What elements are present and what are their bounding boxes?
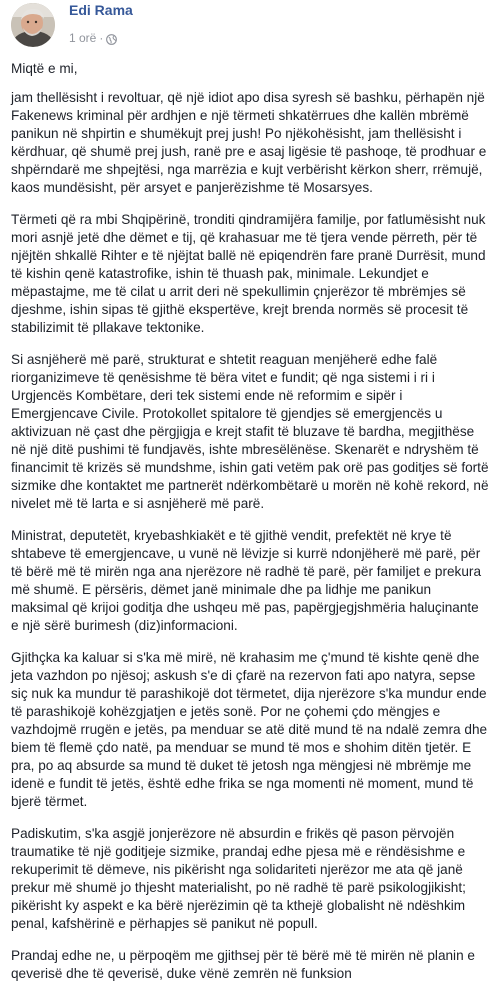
post-timestamp[interactable]: 1 orë: [69, 31, 97, 45]
globe-icon[interactable]: [106, 34, 117, 45]
meta-separator: ·: [99, 31, 104, 45]
post-paragraph: Padiskutim, s'ka asgjë jonjerëzore në absurdin e frikës që pason përvojën traumatike të një goditjeje sizmike, prandaj edhe pjesa më e rëndësishme e rekuperimit të dëmeve, nis pikërisht nga solidariteti njerëzor me ata që janë prekur më shumë jo thjesht materialisht, po në radhë të parë psikologjikisht; pikërisht ky aspekt e ka bërë njerëzimin që ta kthejë globalisht në ndëshkim penal, kafshërinë e përhapjes së panikut në popull.: [11, 826, 466, 931]
post-paragraph: Gjithçka ka kaluar si s'ka më mirë, në krahasim me ç'mund të kishte qenë dhe jeta vazhdon po njësoj; askush s'e di çfarë na rezervon fati apo natyra, sepse siç nuk ka mundur të parashikojë dot tërmetet, dija njerëzore s'ka mundur ende të parashikojë kohëzgjatjen e jetës sonë. Por ne çohemi çdo mëngjes e vazhdojmë rrugën e jetës, pa menduar se atë ditë mund të na ndalë zemra dhe biem të flemë çdo natë, pa menduar se mund të mos e shohim ditën tjetër. E pra, po aq absurde sa mund të duket të jetosh nga mëngjesi në mbrëmje me idenë e fundit të jetës, është edhe frika se nga momenti në moment, mund të bjerë tërmet.: [11, 650, 488, 809]
post-paragraph: jam thellësisht i revoltuar, që një idiot apo disa syresh së bashku, përhapën një Fakenews kriminal për ardhjen e një tërmeti shkatërrues dhe kallën mbrëmë panikun në shpirtin e shumëkujt prej jush! Po njëkohësisht, jam thellësisht i kërdhuar, që shumë prej jush, ranë pre e asaj ligësie të pashoqe, të prodhuar e shpërndarë me shpejtësi, nga marrëzia e kujt verbërisht kërkon sherr, rrëmujë, kaos mundësisht, për arsyet e panjerëzishme të Mosarsyes.: [11, 90, 487, 195]
author-name[interactable]: Edi Rama: [69, 2, 133, 18]
post-greeting: Miqtë e mi,: [11, 61, 78, 76]
post-meta: [69, 31, 117, 45]
post-paragraph: Prandaj edhe ne, u përpoqëm me gjithsej për të bërë më të mirën në planin e qeverisë dhe të qeverisë, duke vënë zemrën në funksion: [11, 948, 475, 981]
avatar-photo-icon: [11, 3, 55, 47]
post-header: [10, 0, 490, 60]
post-paragraph: Si asnjëherë më parë, strukturat e shtetit reaguan menjëherë edhe falë riorganizimeve të qenësishme të bëra vitet e fundit; që nga sistemi i ri i Urgjencës Kombëtare, deri tek sistemi ende në reformim e sipër i Emergjencave Civile. Protokollet spitalore të gjendjes së emergjencës u aktivizuan në çast dhe përgjigja e krejt stafit të bluzave të bardha, megjithëse në një ditë pushimi të fundjavës, ishte mbresëlënëse. Skenarët e ndryshëm të financimit të krizës së mundshme, ishin gati vetëm pak orë pas goditjes së fortë sizmike dhe kontaktet me partnerët ndërkombëtarë u morën në kohë rekord, në nivelet më të larta e si asnjëherë më parë.: [11, 352, 489, 511]
post-body: [10, 60, 490, 983]
post-paragraph: Tërmeti që ra mbi Shqipërinë, tronditi qindramijëra familje, por fatlumësisht nuk mori asnjë jetë dhe dëmet e tij, që krahasuar me të tjera vende përreth, për të njëjtën shkallë Rihter e të njëjtat ballë në epiqendrën fare pranë Durrësit, mund të kishin qenë katastrofike, ishin të thuash pak, minimale. Lekundjet e mëpastajme, me të cilat u arrit deri në spekullimin çnjerëzor të mbrëmjes së djeshme, ishin sipas të gjithë ekspertëve, krejt brenda normës së procesit të stabilizimit të pllakave tektonike.: [11, 212, 486, 335]
author-avatar[interactable]: [11, 3, 55, 47]
post-paragraph: Ministrat, deputetët, kryebashkiakët e të gjithë vendit, prefektët në krye të shtabeve të emergjencave, u vunë në lëvizje si kurrë ndonjëherë më parë, për të bërë më të mirën nga ana njerëzore në radhë të parë, për familjet e prekura më shumë. E përsëris, dëmet janë minimale dhe pa lidhje me panikun maksimal që krijoi goditja dhe ushqeu më pas, papërgjegjshmëria haluçinante e një sërë burimesh (diz)informacioni.: [11, 528, 482, 633]
